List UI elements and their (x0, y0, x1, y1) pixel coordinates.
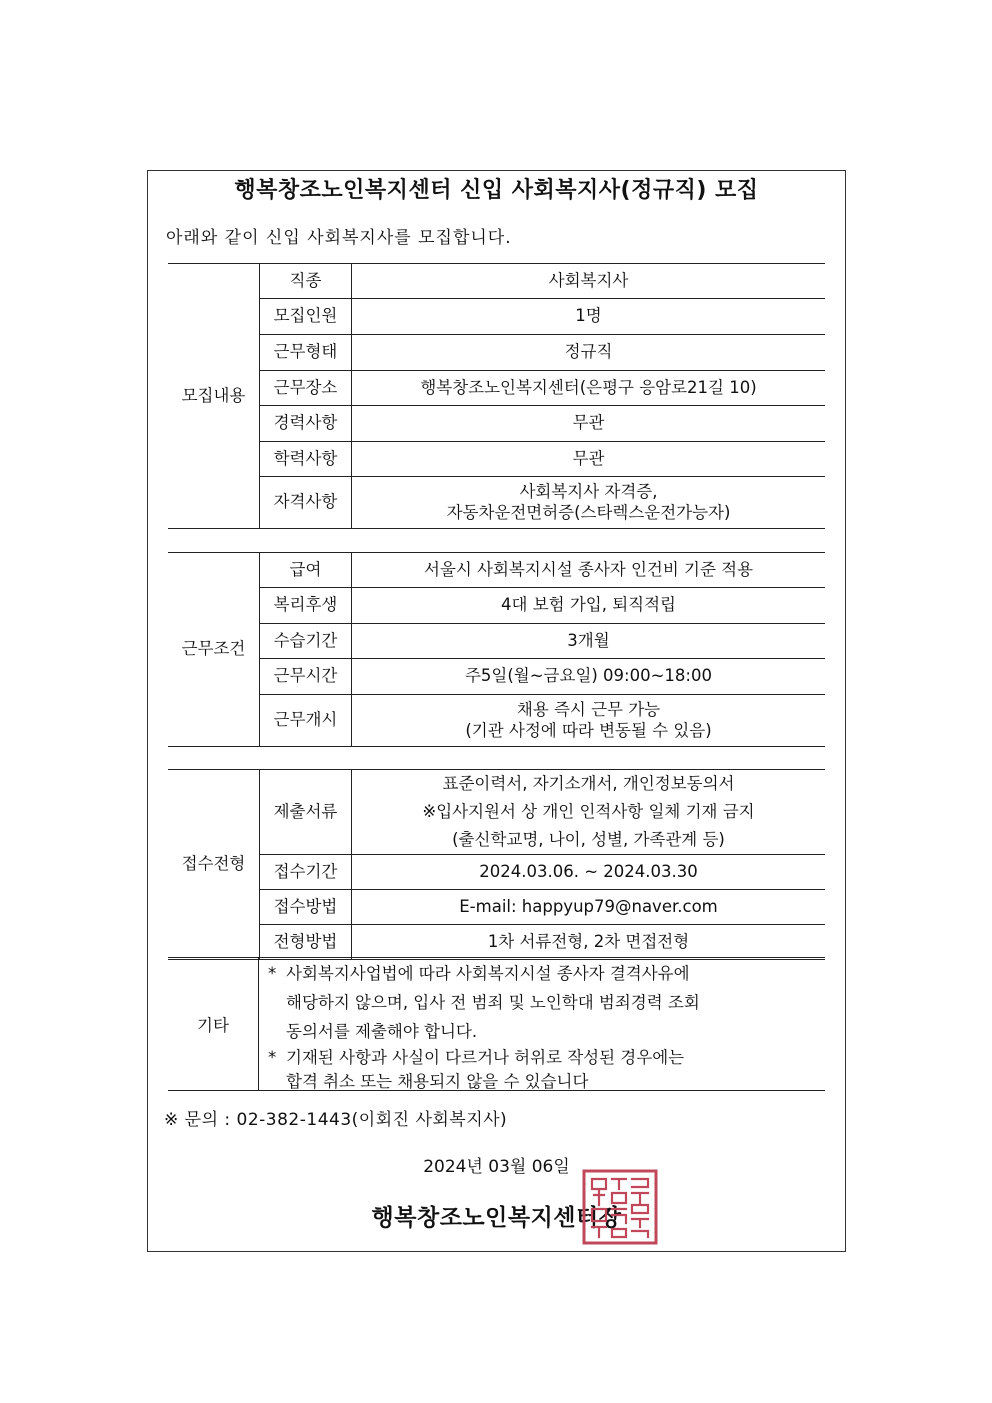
value-line: (기관 사정에 따라 변동될 수 있음) (465, 720, 712, 740)
row-label: 급여 (260, 553, 352, 588)
row-value (352, 695, 826, 747)
signer-name: 행복창조노인복지센터장 (371, 1205, 622, 1231)
row-label: 근무시간 (260, 659, 352, 695)
page-title: 행복창조노인복지센터 신입 사회복지사(정규직) 모집 (234, 178, 759, 203)
row-value: 2024.03.06. ~ 2024.03.30 (352, 855, 826, 890)
conditions-table (168, 552, 825, 747)
note-line: 기재된 사항과 사실이 다르거나 허위로 작성된 경우에는 (286, 1048, 685, 1067)
etc-category: 기타 (168, 958, 259, 1090)
conditions-category: 근무조건 (168, 553, 260, 747)
row-label: 접수방법 (260, 890, 352, 925)
row-value: E-mail: happyup79@naver.com (352, 890, 826, 925)
row-label: 근무장소 (260, 371, 352, 406)
notice-frame (147, 170, 846, 1252)
value-line: 사회복지사 자격증, (519, 481, 658, 501)
row-value: 1명 (352, 299, 826, 335)
recruit-table (168, 263, 825, 529)
row-label: 근무개시 (260, 695, 352, 747)
note-line: 합격 취소 또는 채용되지 않을 수 있습니다 (286, 1072, 589, 1091)
note-line: 사회복지사업법에 따라 사회복지시설 종사자 결격사유에 (286, 964, 690, 983)
note-item (268, 1046, 818, 1094)
row-value (352, 770, 826, 855)
row-label: 경력사항 (260, 406, 352, 442)
row-label: 수습기간 (260, 624, 352, 659)
row-value: 1차 서류전형, 2차 면접전형 (352, 925, 826, 960)
official-seal-icon (582, 1169, 658, 1245)
bullet: * (268, 1048, 277, 1067)
row-label: 제출서류 (260, 770, 352, 855)
row-label: 모집인원 (260, 299, 352, 335)
note-item (268, 959, 818, 1046)
inquiry-text: ※ 문의 : 02-382-1443(이회진 사회복지사) (164, 1110, 508, 1130)
application-table (168, 769, 825, 960)
value-line: 표준이력서, 자기소개서, 개인정보동의서 (442, 774, 735, 793)
row-value: 행복창조노인복지센터(은평구 응암로21길 10) (352, 371, 826, 406)
value-line: ※입사지원서 상 개인 인적사항 일체 기재 금지 (422, 802, 755, 821)
row-value: 서울시 사회복지시설 종사자 인건비 기준 적용 (352, 553, 826, 588)
row-value: 무관 (352, 406, 826, 442)
bullet: * (268, 964, 277, 983)
row-label: 근무형태 (260, 335, 352, 371)
row-value: 정규직 (352, 335, 826, 371)
row-value: 무관 (352, 442, 826, 477)
intro-text: 아래와 같이 신입 사회복지사를 모집합니다. (166, 228, 512, 248)
note-line: 해당하지 않으며, 입사 전 범죄 및 노인학대 범죄경력 조회 (286, 993, 700, 1012)
issue-date: 2024년 03월 06일 (423, 1157, 570, 1177)
row-value: 3개월 (352, 624, 826, 659)
value-line: 채용 즉시 근무 가능 (516, 699, 661, 719)
row-value: 주5일(월~금요일) 09:00~18:00 (352, 659, 826, 695)
etc-section (168, 957, 825, 1091)
row-value: 4대 보험 가입, 퇴직적립 (352, 588, 826, 624)
row-label: 자격사항 (260, 477, 352, 529)
value-line: (출신학교명, 나이, 성별, 가족관계 등) (452, 830, 725, 849)
row-label: 복리후생 (260, 588, 352, 624)
row-label: 접수기간 (260, 855, 352, 890)
application-category: 접수전형 (168, 770, 260, 960)
recruit-category: 모집내용 (168, 264, 260, 529)
row-label: 학력사항 (260, 442, 352, 477)
row-label: 전형방법 (260, 925, 352, 960)
etc-notes (268, 959, 818, 1094)
note-line: 동의서를 제출해야 합니다. (286, 1022, 478, 1041)
row-value (352, 477, 826, 529)
row-value: 사회복지사 (352, 264, 826, 299)
row-label: 직종 (260, 264, 352, 299)
value-line: 자동차운전면허증(스타렉스운전가능자) (446, 502, 731, 522)
